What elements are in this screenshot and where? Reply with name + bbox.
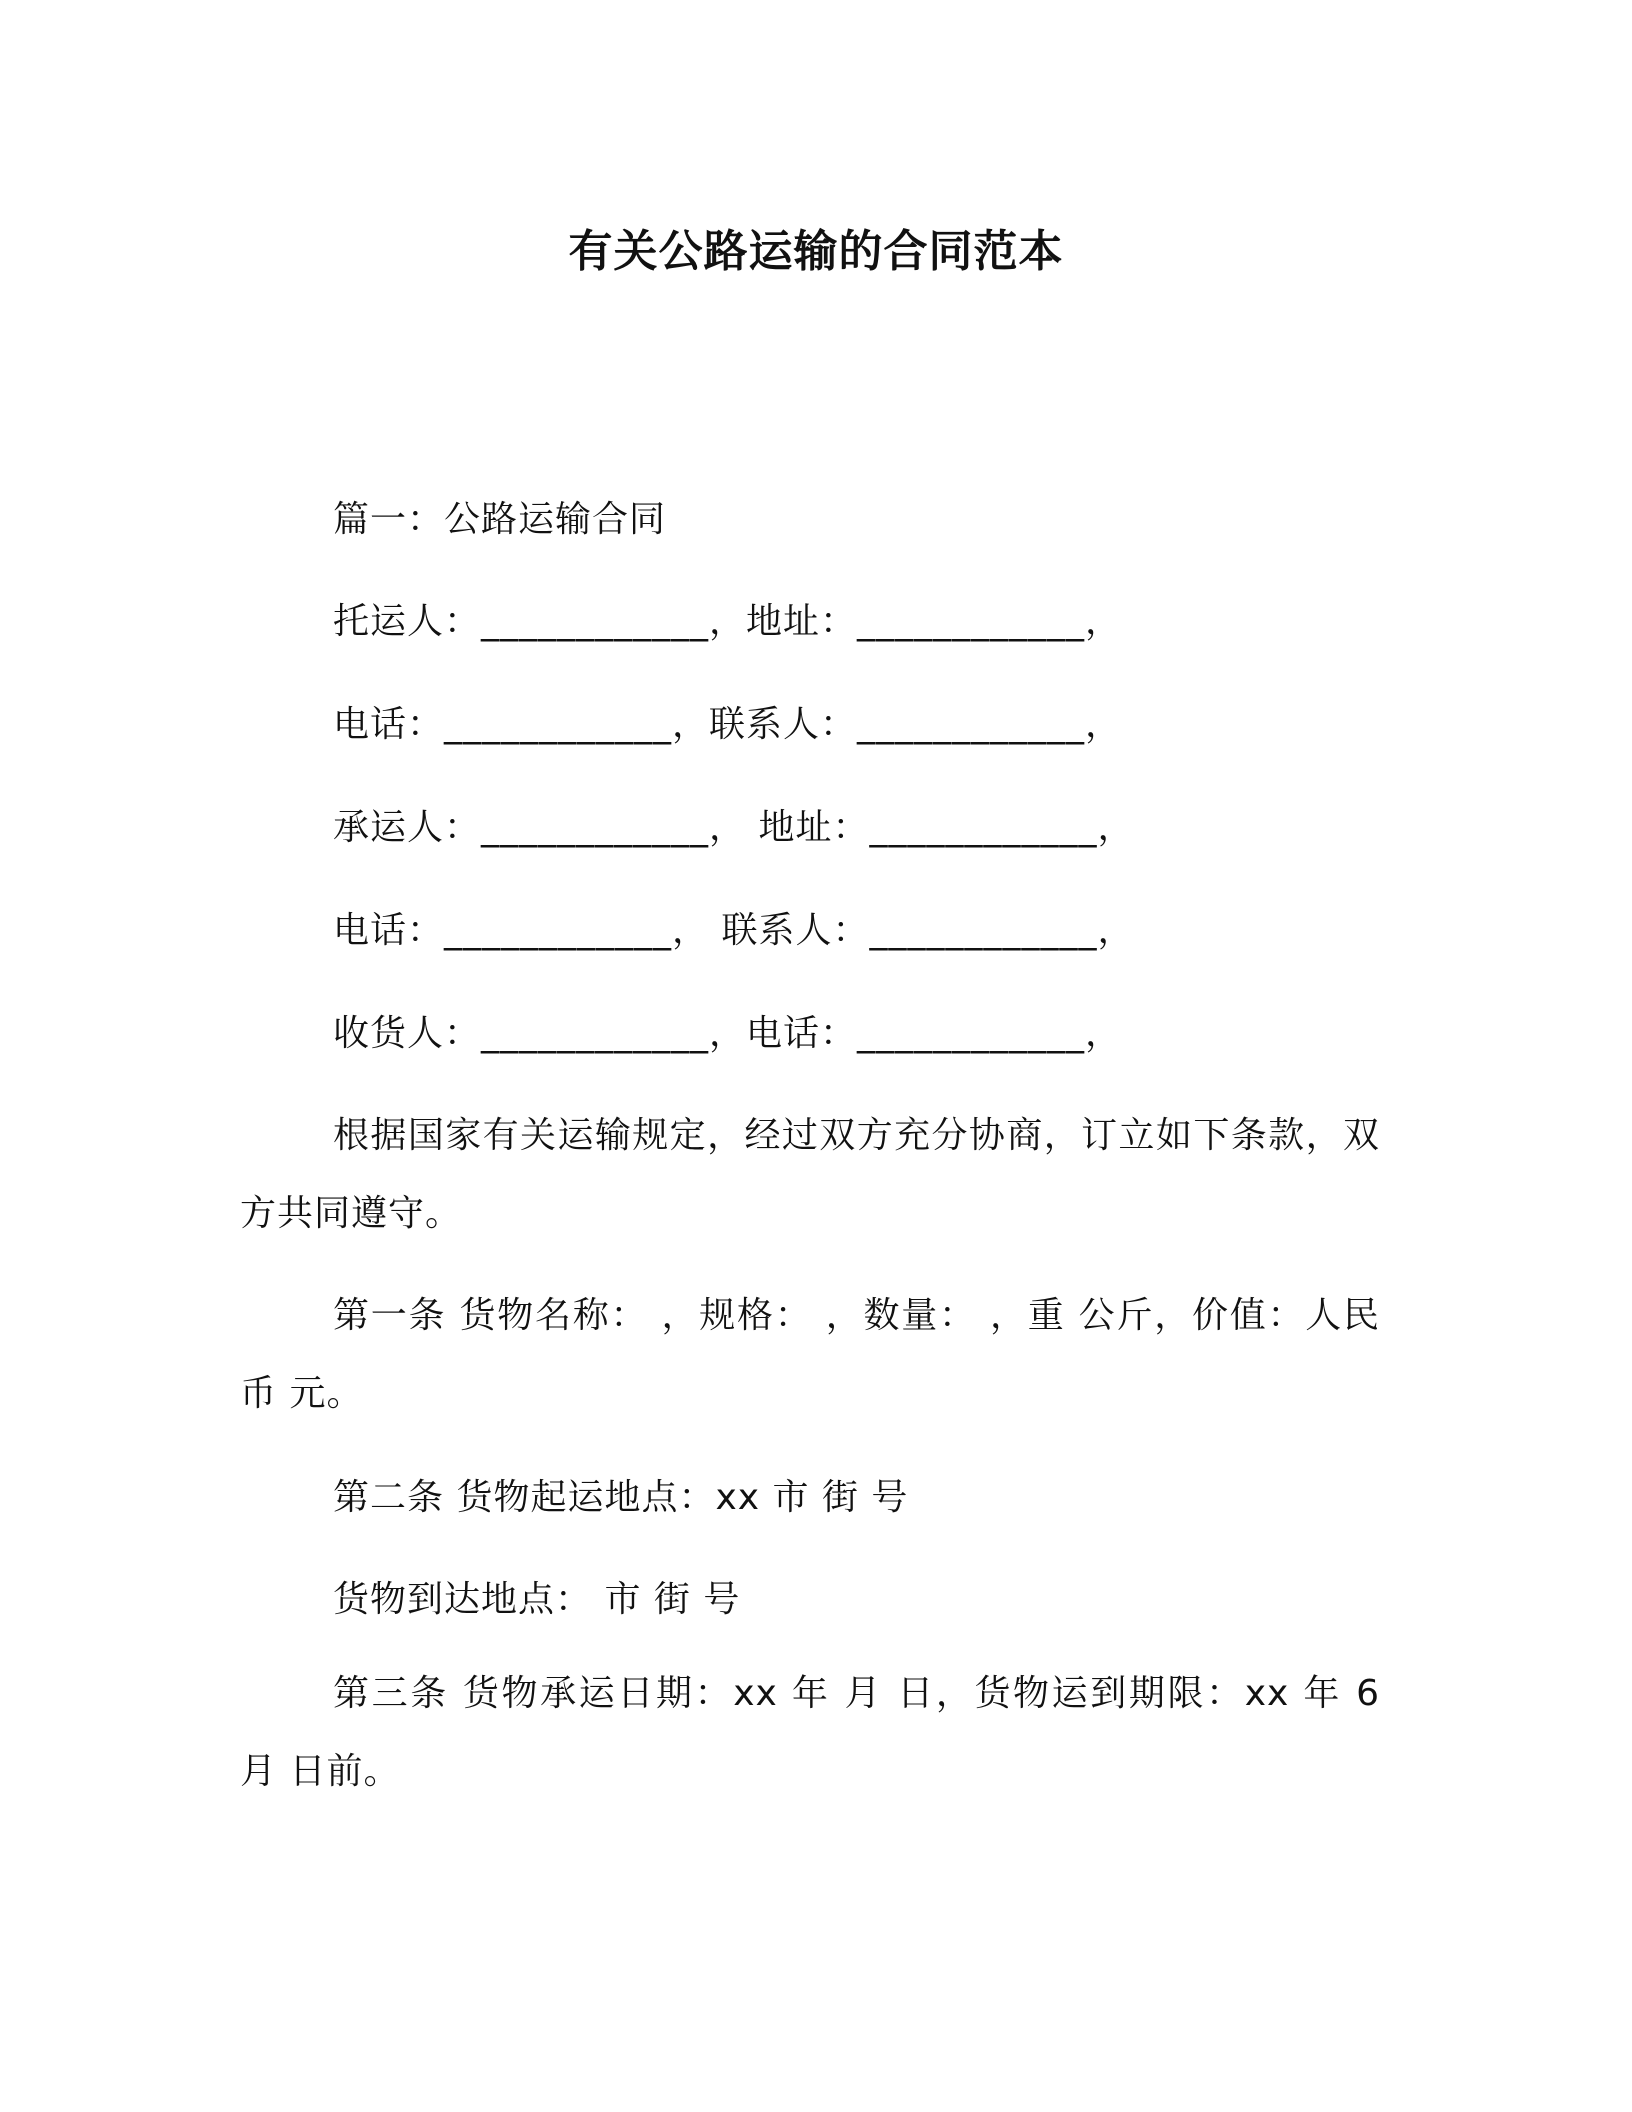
shipper-phone-line: 电话：____________，联系人：____________， [333,704,1123,745]
section-heading: 篇一：公路运输合同 [333,499,667,540]
carrier-line: 承运人：____________， 地址：____________， [333,807,1135,848]
intro-paragraph: 根据国家有关运输规定，经过双方充分协商，订立如下条款，双方共同遵守。 [240,1115,1380,1234]
consignee-line: 收货人：____________，电话：____________， [333,1013,1123,1054]
article-3-paragraph: 第三条 货物承运日期：xx 年 月 日，货物运到期限：xx 年 6 月 日前。 [240,1673,1380,1792]
carrier-phone-line: 电话：____________， 联系人：____________， [333,910,1135,951]
article-2-destination-line: 货物到达地点： 市 街 号 [333,1579,741,1620]
document-title: 有关公路运输的合同范本 [568,226,1064,277]
shipper-line: 托运人：____________，地址：____________， [333,601,1123,642]
article-1-paragraph: 第一条 货物名称： ，规格： ，数量： ，重 公斤，价值：人民币 元。 [240,1295,1380,1414]
article-2-origin-line: 第二条 货物起运地点：xx 市 街 号 [333,1477,909,1518]
